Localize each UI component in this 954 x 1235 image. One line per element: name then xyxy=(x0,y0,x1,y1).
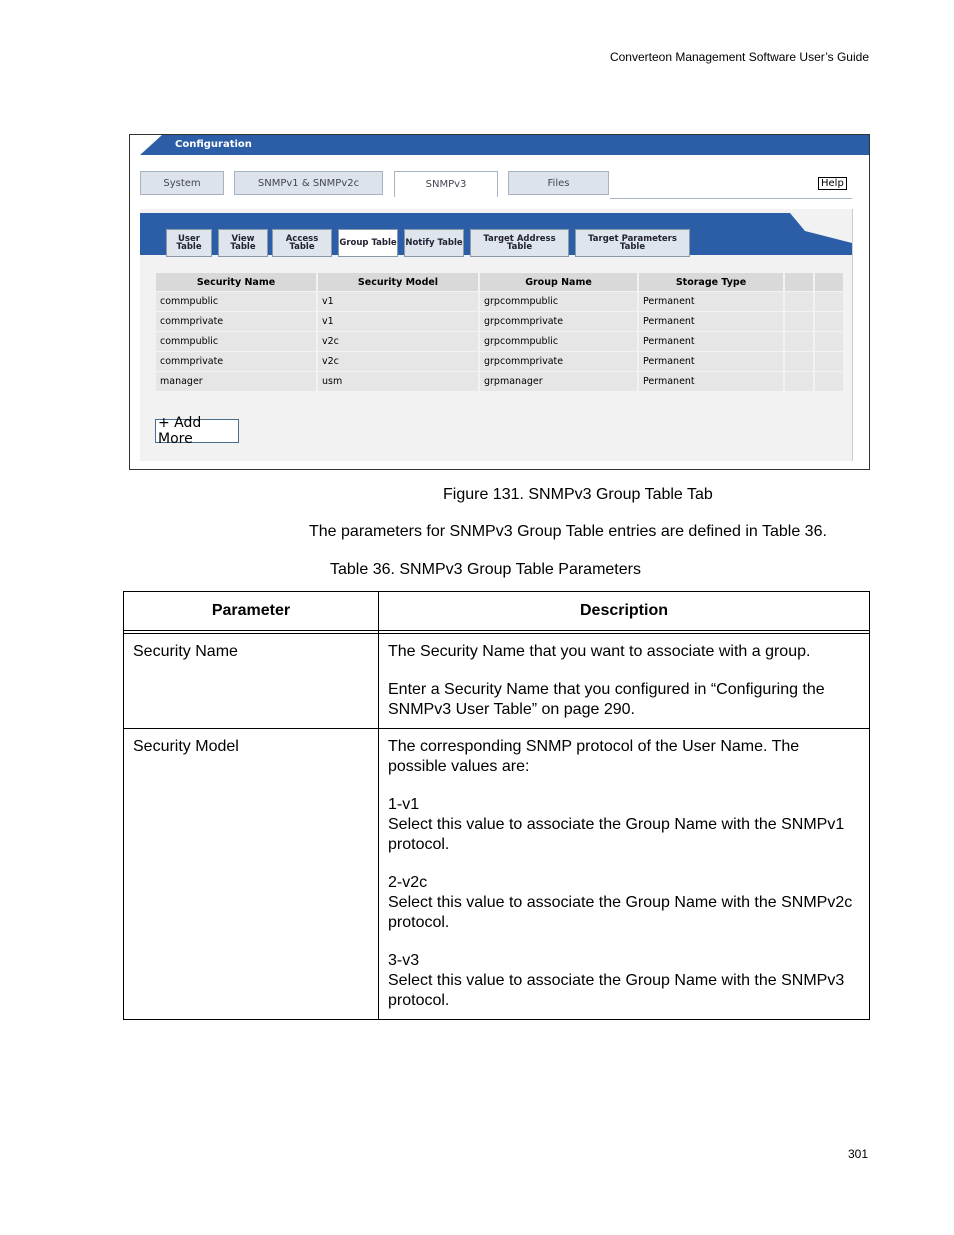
parameter-description xyxy=(379,729,870,1020)
subtab-group-table[interactable]: Group Table xyxy=(338,229,398,257)
description-paragraph: The corresponding SNMP protocol of the User Name. The possible values are: xyxy=(388,738,800,775)
column-header: Security Name xyxy=(156,273,316,291)
column-header: Security Model xyxy=(318,273,478,291)
table-row xyxy=(124,634,870,729)
parameters-table xyxy=(123,591,870,1020)
value-label: 1-v1 xyxy=(388,796,420,813)
cell-security-model: v2c xyxy=(318,352,478,371)
column-header-description: Description xyxy=(379,592,870,631)
cell-security-model: usm xyxy=(318,372,478,391)
cell-security-name: manager xyxy=(156,372,316,391)
cell-security-name: commprivate xyxy=(156,352,316,371)
cell-security-name: commpublic xyxy=(156,292,316,311)
cell-group-name: grpcommprivate xyxy=(480,312,637,331)
description-paragraph: The Security Name that you want to associate with a group. xyxy=(388,643,811,660)
cell-blank xyxy=(815,372,843,391)
cell-security-name: commprivate xyxy=(156,312,316,331)
running-header: Converteon Management Software User’s Guide xyxy=(609,50,869,64)
tab-files[interactable]: Files xyxy=(508,171,609,195)
figure-caption: Figure 131. SNMPv3 Group Table Tab xyxy=(443,486,713,503)
subtab-target-address-table[interactable]: Target Address Table xyxy=(470,229,569,257)
cell-storage-type: Permanent xyxy=(639,332,783,351)
tabs-divider xyxy=(610,198,852,199)
cell-group-name: grpmanager xyxy=(480,372,637,391)
column-header-parameter: Parameter xyxy=(124,592,379,631)
cell-storage-type: Permanent xyxy=(639,352,783,371)
cell-storage-type: Permanent xyxy=(639,312,783,331)
parameters-table-header xyxy=(124,592,870,631)
subtab-access-table[interactable]: Access Table xyxy=(272,229,332,257)
table-row[interactable] xyxy=(156,372,843,391)
table-row[interactable] xyxy=(156,332,843,351)
column-header-blank xyxy=(815,273,843,291)
cell-storage-type: Permanent xyxy=(639,372,783,391)
add-more-button[interactable]: + Add More xyxy=(155,419,239,443)
help-button[interactable]: Help xyxy=(818,177,847,190)
subtab-view-table[interactable]: View Table xyxy=(218,229,268,257)
description-paragraph: Enter a Security Name that you configured in “Configuring the SNMPv3 User Table” on page 290. xyxy=(388,681,825,718)
cell-blank xyxy=(785,352,813,371)
subtab-notify-table[interactable]: Notify Table xyxy=(404,229,464,257)
table-row[interactable] xyxy=(156,292,843,311)
screenshot-figure xyxy=(129,134,870,470)
parameter-description xyxy=(379,634,870,729)
table-row[interactable] xyxy=(156,352,843,371)
cell-blank xyxy=(785,292,813,311)
cell-blank xyxy=(785,332,813,351)
table-row[interactable] xyxy=(156,312,843,331)
tab-snmpv3[interactable]: SNMPv3 xyxy=(394,171,498,197)
column-header: Group Name xyxy=(480,273,637,291)
cell-security-model: v1 xyxy=(318,312,478,331)
cell-blank xyxy=(815,312,843,331)
cell-blank xyxy=(785,372,813,391)
description-paragraph: Select this value to associate the Group Name with the SNMPv1 protocol. xyxy=(388,816,845,853)
cell-blank xyxy=(815,332,843,351)
tab-system[interactable]: System xyxy=(140,171,224,195)
cell-security-name: commpublic xyxy=(156,332,316,351)
subtab-user-table[interactable]: User Table xyxy=(166,229,212,257)
cell-group-name: grpcommpublic xyxy=(480,332,637,351)
value-label: 3-v3 xyxy=(388,952,420,969)
column-header-blank xyxy=(785,273,813,291)
cell-security-model: v2c xyxy=(318,332,478,351)
column-header: Storage Type xyxy=(639,273,783,291)
cell-group-name: grpcommpublic xyxy=(480,292,637,311)
intro-paragraph: The parameters for SNMPv3 Group Table entries are defined in Table 36. xyxy=(309,523,827,540)
group-table-header xyxy=(156,273,843,291)
cell-blank xyxy=(815,292,843,311)
cell-blank xyxy=(815,352,843,371)
cell-security-model: v1 xyxy=(318,292,478,311)
description-paragraph: Select this value to associate the Group Name with the SNMPv3 protocol. xyxy=(388,972,845,1009)
value-label: 2-v2c xyxy=(388,874,428,891)
page-number: 301 xyxy=(847,1147,868,1161)
subtab-target-parameters-table[interactable]: Target Parameters Table xyxy=(575,229,690,257)
table-row xyxy=(124,729,870,1020)
configuration-title: Configuration xyxy=(175,139,252,150)
tab-snmpv1-snmpv2c[interactable]: SNMPv1 & SNMPv2c xyxy=(234,171,383,195)
group-table xyxy=(154,272,845,392)
cell-group-name: grpcommprivate xyxy=(480,352,637,371)
description-paragraph: Select this value to associate the Group Name with the SNMPv2c protocol. xyxy=(388,894,853,931)
parameter-name: Security Name xyxy=(124,634,379,729)
table-caption: Table 36. SNMPv3 Group Table Parameters xyxy=(330,561,641,578)
parameter-name: Security Model xyxy=(124,729,379,1020)
cell-blank xyxy=(785,312,813,331)
cell-storage-type: Permanent xyxy=(639,292,783,311)
